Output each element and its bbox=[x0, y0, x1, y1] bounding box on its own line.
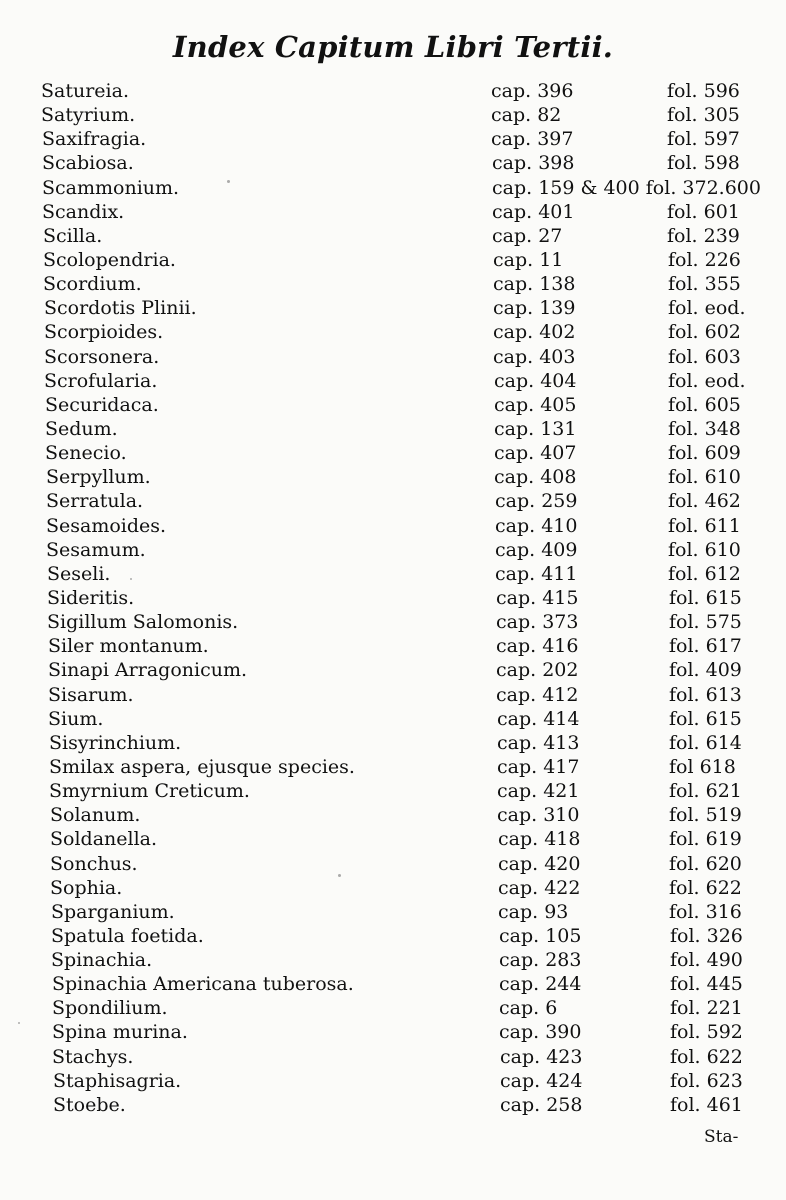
entry-chapter: cap. 244 bbox=[499, 973, 582, 996]
index-row bbox=[0, 1093, 786, 1117]
entry-folio: fol. 592 bbox=[670, 1021, 743, 1044]
entry-chapter: cap. 423 bbox=[500, 1045, 583, 1068]
entry-chapter: cap. 11 bbox=[493, 248, 564, 271]
entry-chapter: cap. 422 bbox=[498, 876, 581, 899]
index-row bbox=[0, 1069, 786, 1093]
index-row bbox=[0, 755, 786, 779]
entry-chapter: cap. 6 bbox=[499, 997, 558, 1020]
entry-name: Scorpioides. bbox=[44, 321, 164, 344]
entry-name: Sisyrinchium. bbox=[49, 731, 182, 754]
entry-name: Staphisagria. bbox=[53, 1069, 182, 1092]
entry-folio: fol. 609 bbox=[668, 442, 741, 465]
entry-name: Scorsonera. bbox=[44, 345, 160, 368]
entry-folio: fol. 409 bbox=[669, 659, 742, 682]
entry-folio: fol. 621 bbox=[669, 780, 742, 803]
entry-folio: fol. 596 bbox=[667, 80, 740, 102]
entry-chapter: cap. 27 bbox=[492, 224, 563, 247]
entry-name: Soldanella. bbox=[50, 828, 158, 851]
entry-chapter: cap. 105 bbox=[499, 924, 582, 947]
entry-name: Smilax aspera, ejusque species. bbox=[49, 755, 355, 778]
entry-folio: fol. 462 bbox=[668, 490, 741, 513]
entry-name: Sedum. bbox=[45, 417, 118, 440]
entry-chapter: cap. 373 bbox=[496, 611, 579, 634]
index-row bbox=[0, 658, 786, 682]
entry-chapter: cap. 404 bbox=[494, 369, 577, 392]
entry-chapter: cap. 93 bbox=[498, 900, 569, 923]
entry-folio: fol. 601 bbox=[667, 200, 740, 223]
entry-name: Spinachia. bbox=[51, 949, 153, 972]
entry-folio: fol. 603 bbox=[668, 345, 741, 368]
entry-name: Sesamoides. bbox=[46, 514, 167, 537]
entry-folio: fol 618 bbox=[669, 755, 736, 778]
entry-chapter: cap. 398 bbox=[492, 152, 575, 175]
index-row bbox=[0, 248, 786, 272]
entry-chapter: cap. 159 & 400 fol. 372.600 bbox=[492, 176, 761, 199]
entry-chapter: cap. 417 bbox=[497, 755, 580, 778]
entry-folio: fol. 622 bbox=[669, 876, 742, 899]
entry-folio: fol. 617 bbox=[669, 635, 742, 658]
index-row bbox=[0, 200, 786, 224]
entry-chapter: cap. 411 bbox=[495, 562, 578, 585]
index-row bbox=[0, 827, 786, 851]
index-row bbox=[0, 417, 786, 441]
index-row bbox=[0, 972, 786, 996]
entry-name: Scabiosa. bbox=[42, 152, 134, 175]
print-speck bbox=[18, 1022, 20, 1024]
index-row bbox=[0, 272, 786, 296]
entry-name: Siler montanum. bbox=[48, 635, 209, 658]
entry-name: Sesamum. bbox=[46, 538, 146, 561]
entry-chapter: cap. 202 bbox=[496, 659, 579, 682]
print-speck bbox=[130, 578, 132, 580]
entry-chapter: cap. 415 bbox=[496, 586, 579, 609]
entry-name: Scordium. bbox=[43, 273, 142, 296]
index-row bbox=[0, 924, 786, 948]
entry-name: Spinachia Americana tuberosa. bbox=[52, 973, 354, 996]
entry-folio: fol. 611 bbox=[668, 514, 741, 537]
index-row bbox=[0, 465, 786, 489]
entry-chapter: cap. 310 bbox=[497, 804, 580, 827]
entry-folio: fol. 613 bbox=[669, 683, 742, 706]
index-row bbox=[0, 731, 786, 755]
entry-name: Sideritis. bbox=[47, 586, 135, 609]
entry-name: Senecio. bbox=[45, 442, 127, 465]
index-row bbox=[0, 876, 786, 900]
index-row bbox=[0, 948, 786, 972]
entry-chapter: cap. 403 bbox=[493, 345, 576, 368]
print-speck bbox=[338, 874, 341, 877]
entry-name: Solanum. bbox=[50, 804, 141, 827]
entry-folio: fol. eod. bbox=[668, 297, 746, 320]
index-row bbox=[0, 393, 786, 417]
entry-chapter: cap. 397 bbox=[491, 128, 574, 151]
entry-name: Scordotis Plinii. bbox=[44, 297, 197, 320]
entry-name: Spina murina. bbox=[52, 1021, 188, 1044]
entry-folio: fol. 610 bbox=[668, 538, 741, 561]
entry-name: Sium. bbox=[48, 707, 104, 730]
index-row bbox=[0, 852, 786, 876]
entry-chapter: cap. 396 bbox=[491, 80, 574, 102]
entry-name: Spatula foetida. bbox=[51, 924, 204, 947]
entry-name: Sigillum Salomonis. bbox=[47, 611, 239, 634]
entry-folio: fol. 602 bbox=[668, 321, 741, 344]
entry-folio: fol. 610 bbox=[668, 466, 741, 489]
entry-folio: fol. 226 bbox=[668, 248, 741, 271]
entry-chapter: cap. 390 bbox=[499, 1021, 582, 1044]
entry-chapter: cap. 409 bbox=[495, 538, 578, 561]
entry-name: Serpyllum. bbox=[46, 466, 151, 489]
entry-chapter: cap. 131 bbox=[494, 417, 577, 440]
entry-chapter: cap. 420 bbox=[498, 852, 581, 875]
entry-name: Sisarum. bbox=[48, 683, 134, 706]
entry-folio: fol. 612 bbox=[668, 562, 741, 585]
index-row bbox=[0, 224, 786, 248]
entry-folio: fol. 305 bbox=[667, 104, 740, 127]
index-row bbox=[0, 900, 786, 924]
entry-name: Satyrium. bbox=[41, 104, 136, 127]
entry-chapter: cap. 259 bbox=[495, 490, 578, 513]
entry-chapter: cap. 421 bbox=[497, 780, 580, 803]
entry-folio: fol. 597 bbox=[667, 128, 740, 151]
entry-chapter: cap. 416 bbox=[496, 635, 579, 658]
entry-folio: fol. 615 bbox=[669, 586, 742, 609]
page-title: Index Capitum Libri Tertii. bbox=[172, 30, 614, 64]
entry-chapter: cap. 405 bbox=[494, 393, 577, 416]
entry-folio: fol. 622 bbox=[670, 1045, 743, 1068]
index-row bbox=[0, 610, 786, 634]
entry-name: Sophia. bbox=[50, 876, 123, 899]
entry-folio: fol. 355 bbox=[668, 273, 741, 296]
entry-chapter: cap. 283 bbox=[499, 949, 582, 972]
index-row bbox=[0, 538, 786, 562]
entry-folio: fol. 620 bbox=[669, 852, 742, 875]
entry-name: Spondilium. bbox=[52, 997, 168, 1020]
entry-folio: fol. 598 bbox=[667, 152, 740, 175]
index-row bbox=[0, 1020, 786, 1044]
entry-folio: fol. 615 bbox=[669, 707, 742, 730]
entry-name: Scammonium. bbox=[42, 176, 180, 199]
entry-name: Seseli. bbox=[47, 562, 111, 585]
index-row bbox=[0, 562, 786, 586]
index-row bbox=[0, 803, 786, 827]
catchword: Sta- bbox=[704, 1127, 739, 1147]
index-row bbox=[0, 345, 786, 369]
index-row bbox=[0, 176, 786, 200]
index-row bbox=[0, 103, 786, 127]
entry-folio: fol. 348 bbox=[668, 417, 741, 440]
index-row bbox=[0, 1045, 786, 1069]
index-row bbox=[0, 996, 786, 1020]
entry-name: Sinapi Arragonicum. bbox=[48, 659, 247, 682]
print-speck bbox=[227, 180, 230, 183]
entry-chapter: cap. 407 bbox=[494, 442, 577, 465]
entry-name: Satureia. bbox=[41, 80, 129, 102]
entry-folio: fol. 461 bbox=[670, 1093, 743, 1116]
index-row bbox=[0, 634, 786, 658]
entry-folio: fol. 221 bbox=[670, 997, 743, 1020]
entry-name: Serratula. bbox=[46, 490, 144, 513]
index-row bbox=[0, 127, 786, 151]
entry-chapter: cap. 410 bbox=[495, 514, 578, 537]
entry-folio: fol. 239 bbox=[667, 224, 740, 247]
entry-chapter: cap. 418 bbox=[498, 828, 581, 851]
entry-name: Stoebe. bbox=[53, 1093, 126, 1116]
entry-folio: fol. 605 bbox=[668, 393, 741, 416]
entry-chapter: cap. 139 bbox=[493, 297, 576, 320]
index-table bbox=[0, 79, 786, 1117]
entry-folio: fol. 316 bbox=[669, 900, 742, 923]
index-row bbox=[0, 369, 786, 393]
entry-folio: fol. 614 bbox=[669, 731, 742, 754]
index-row bbox=[0, 441, 786, 465]
entry-chapter: cap. 413 bbox=[497, 731, 580, 754]
entry-folio: fol. 623 bbox=[670, 1069, 743, 1092]
entry-name: Sparganium. bbox=[51, 900, 175, 923]
entry-folio: fol. 519 bbox=[669, 804, 742, 827]
index-row bbox=[0, 683, 786, 707]
entry-chapter: cap. 412 bbox=[496, 683, 579, 706]
index-row bbox=[0, 296, 786, 320]
entry-chapter: cap. 408 bbox=[494, 466, 577, 489]
entry-name: Scrofularia. bbox=[44, 369, 158, 392]
entry-chapter: cap. 258 bbox=[500, 1093, 583, 1116]
index-row bbox=[0, 779, 786, 803]
entry-name: Smyrnium Creticum. bbox=[49, 780, 250, 803]
entry-chapter: cap. 402 bbox=[493, 321, 576, 344]
entry-folio: fol. 575 bbox=[669, 611, 742, 634]
index-row bbox=[0, 320, 786, 344]
index-row bbox=[0, 489, 786, 513]
entry-name: Securidaca. bbox=[45, 393, 159, 416]
entry-chapter: cap. 424 bbox=[500, 1069, 583, 1092]
entry-folio: fol. 490 bbox=[670, 949, 743, 972]
entry-chapter: cap. 401 bbox=[492, 200, 575, 223]
entry-folio: fol. 445 bbox=[670, 973, 743, 996]
entry-folio: fol. eod. bbox=[668, 369, 746, 392]
index-row bbox=[0, 514, 786, 538]
entry-folio: fol. 326 bbox=[670, 924, 743, 947]
entry-folio: fol. 619 bbox=[669, 828, 742, 851]
entry-chapter: cap. 414 bbox=[497, 707, 580, 730]
entry-chapter: cap. 82 bbox=[491, 104, 562, 127]
entry-name: Scilla. bbox=[43, 224, 103, 247]
index-row bbox=[0, 79, 786, 103]
entry-name: Stachys. bbox=[52, 1045, 134, 1068]
entry-name: Saxifragia. bbox=[42, 128, 147, 151]
entry-name: Scolopendria. bbox=[43, 248, 176, 271]
entry-name: Sonchus. bbox=[50, 852, 138, 875]
entry-name: Scandix. bbox=[42, 200, 125, 223]
index-row bbox=[0, 707, 786, 731]
index-row bbox=[0, 151, 786, 175]
entry-chapter: cap. 138 bbox=[493, 273, 576, 296]
index-row bbox=[0, 586, 786, 610]
